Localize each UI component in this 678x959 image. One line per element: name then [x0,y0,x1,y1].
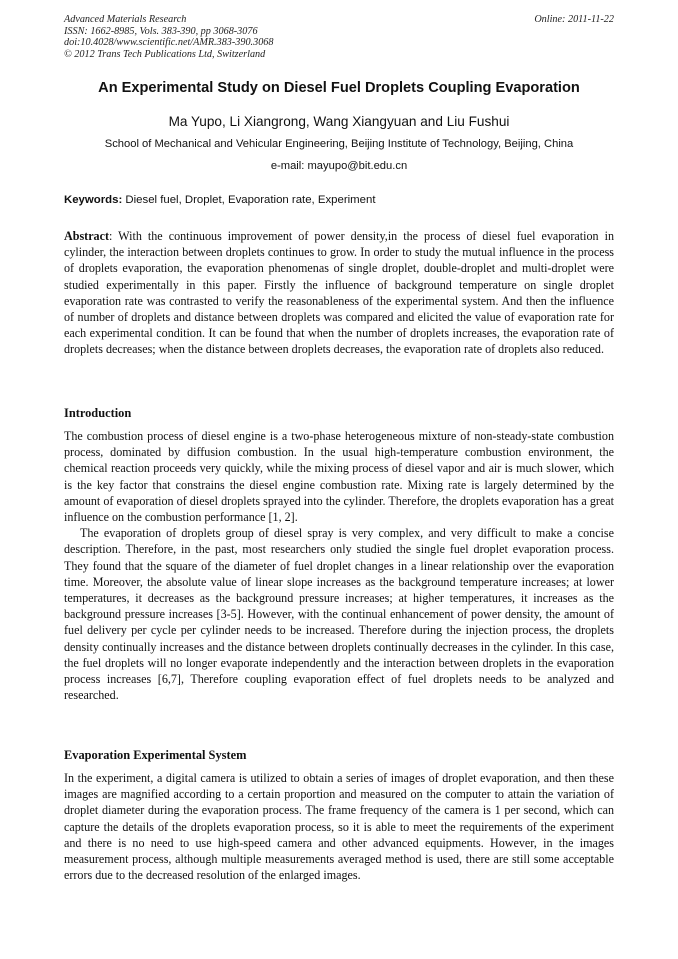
doi-line: doi:10.4028/www.scientific.net/AMR.383-390.3068 [64,37,274,48]
intro-paragraph-2: The evaporation of droplets group of diesel spray is very complex, and very difficult to make a concise description. Therefore, in the past, most researchers only studied the single fuel droplet evaporation process. They found that the square of the diameter of fuel droplet changes in a linear relationship over the evaporation time. Moreover, the absolute value of linear slope increases as the background temperature increases; at lower temperatures, it decreases as the background pressure increases; at higher temperatures, it increases as the background pressure increases [3-5]. However, with the continual enhancement of power density, the amount of fuel delivery per cycle per cylinder needs to be increased. Therefore during the injection process, the droplets density continually increases and the distance between droplets continually decreases in the cylinder. In this case, the fuel droplets will no longer evaporate independently and the interaction between droplets in the evaporation process increases [6,7], Therefore coupling evaporation effect of fuel droplets needs to be analyzed and researched. [64,526,614,703]
online-date: Online: 2011-11-22 [534,14,614,25]
author-list: Ma Yupo, Li Xiangrong, Wang Xiangyuan and Liu Fushui [168,114,510,129]
section-heading-introduction: Introduction [64,406,132,420]
abstract-text: : With the continuous improvement of power density,in the process of diesel fuel evaporation in cylinder, the interaction between droplets continues to grow. In order to study the mutual influence in the process of droplets evaporation, the evaporation phenomenas of single droplet, double-droplet and multi-droplet were studied experimentally in this paper. Firstly the influence of background temperature on single droplet evaporation rate was contrasted to verify the reasonableness of the experimental system. And then the influence of number of droplets and distance between droplets was compared and elicited the value of evaporation rate for each experimental condition. It can be found that when the number of droplets increases, the evaporation rate of droplets decreases; when the distance between droplets decreases, the evaporation rate of droplets also reduced. [64,229,614,357]
abstract-label: Abstract [64,229,110,243]
affiliation: School of Mechanical and Vehicular Engineering, Beijing Institute of Technology, Beijing, China [104,138,574,150]
experimental-system-section [64,770,614,883]
journal-name: Advanced Materials Research [64,14,187,25]
paper-title: An Experimental Study on Diesel Fuel Droplets Coupling Evaporation [98,80,580,96]
keywords-text: Diesel fuel, Droplet, Evaporation rate, Experiment [125,194,376,206]
intro-paragraph-1: The combustion process of diesel engine is a two-phase heterogeneous mixture of non-steady-state combustion process, dominated by diffusion combustion. In the usual high-temperature combustion environment, the chemical reaction proceeds very quickly, while the mixing process of diesel vapor and air is much slower, which is the key factor that constrains the diesel engine combustion rate. Mixing rate is largely determined by the amount of evaporation of diesel droplets sprayed into the cylinder. Therefore, the droplets evaporation has a great influence on the combustion performance [1, 2]. [64,429,614,525]
keywords-label: Keywords: [64,194,123,206]
exp-paragraph-1: In the experiment, a digital camera is utilized to obtain a series of images of droplet evaporation, and then these images are magnified according to a certain proportion and measured on the computer to attain the variation of droplet diameter during the evaporation process. The frame frequency of the camera is 1 per second, which can capture the details of the droplets evaporation process, so it is able to meet the requirements of the experiment and there is no need to use high-speed camera and other advanced equipments. However, in the images measurement process, although multiple measurements averaged method is used, there are still some acceptable errors due to the decreased resolution of the enlarged images. [64,771,614,883]
introduction-section [64,428,614,703]
copyright-line: © 2012 Trans Tech Publications Ltd, Switzerland [64,48,266,60]
contact-email: e-mail: mayupo@bit.edu.cn [270,160,408,172]
issn-line: ISSN: 1662-8985, Vols. 383-390, pp 3068-3076 [64,25,258,37]
abstract [64,228,614,358]
keywords-line [64,194,376,206]
publication-info [64,14,273,60]
section-heading-experimental-system: Evaporation Experimental System [64,748,247,762]
